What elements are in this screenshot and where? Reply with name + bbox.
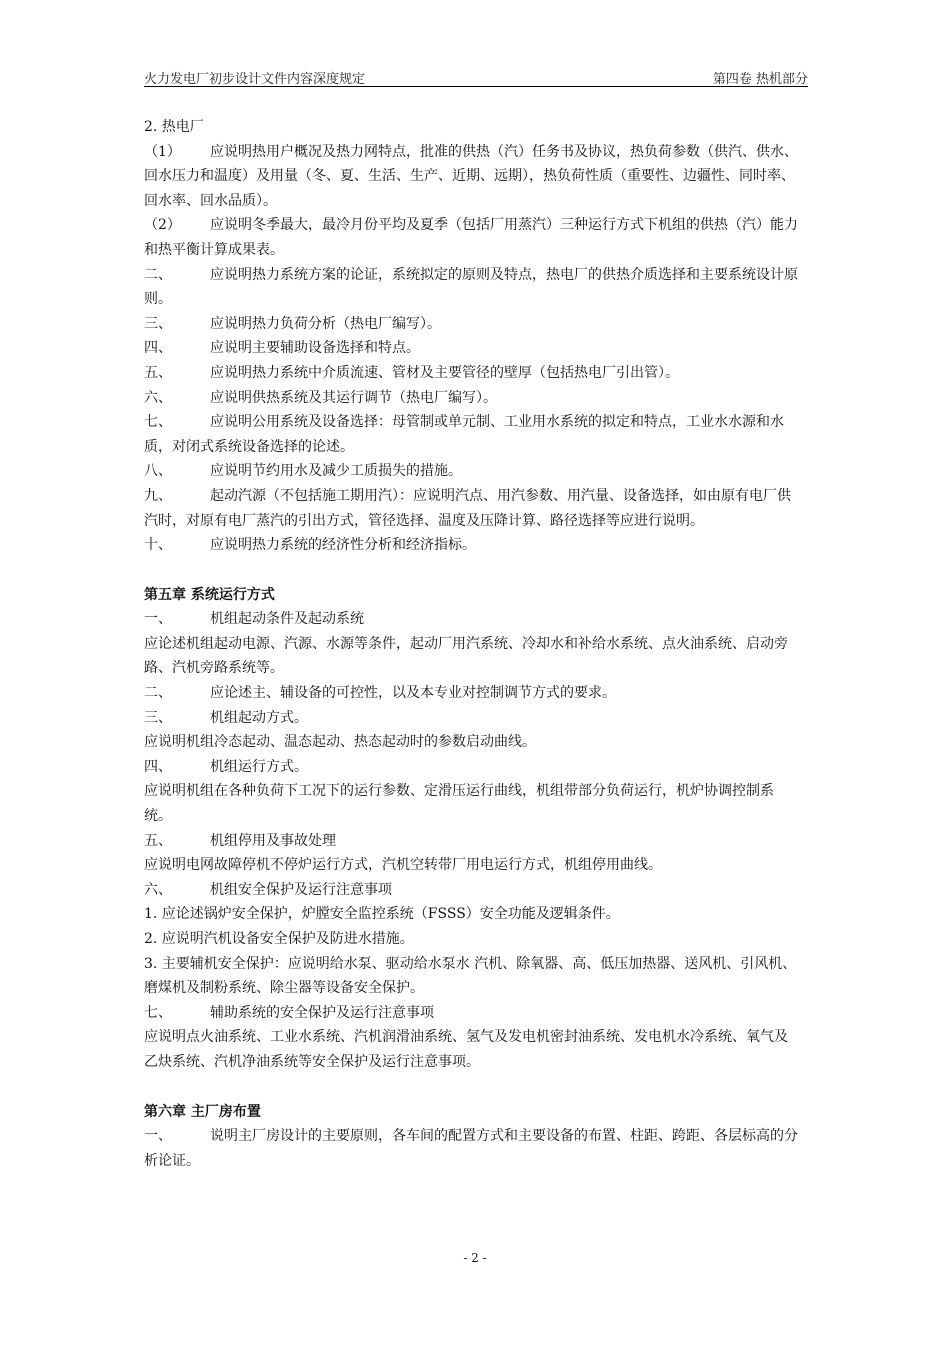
item-number: 二、: [144, 685, 172, 702]
item-number: 一、: [144, 611, 172, 628]
ch5-item-6-sub-2: 2. 应说明汽机设备安全保护及防进水措施。: [144, 931, 414, 947]
item-number: 七、: [144, 1004, 172, 1021]
item-3: [144, 312, 799, 337]
item-number: 三、: [144, 315, 172, 332]
item-7: [144, 410, 799, 459]
item-number: （2）: [144, 217, 181, 234]
item-text: 应说明热力负荷分析（热电厂编写）。: [210, 315, 441, 332]
ch5-item-7: [144, 1001, 799, 1026]
item-text: 应说明主要辅助设备选择和特点。: [210, 340, 420, 357]
item-number: 八、: [144, 463, 172, 480]
item-text: 起动汽源（不包括施工期用汽）：应说明汽点、用汽参数、用汽量、设备选择，如由原有电厂供汽时，对原有电厂蒸汽的引出方式，管径选择、温度及压降计算、路径选择等应进行说明。: [144, 487, 791, 529]
header-volume-title: 第四卷 热机部分: [712, 72, 808, 87]
ch5-item-4-body: 应说明机组在各种负荷下工况下的运行参数、定滑压运行曲线，机组带部分负荷运行，机炉协调控制系统。: [144, 783, 774, 825]
item-text: 机组停用及事故处理: [210, 832, 336, 849]
item-number: 四、: [144, 340, 172, 357]
ch5-item-6: [144, 878, 799, 903]
item-number: 四、: [144, 758, 172, 775]
ch5-item-6-sub-3: 3. 主要辅机安全保护：应说明给水泵、驱动给水泵水 汽机、除氧器、高、低压加热器、送风机、引风机、磨煤机及制粉系统、除尘器等设备安全保护。: [144, 955, 797, 997]
paragraph-2: [144, 213, 799, 262]
item-text: 说明主厂房设计的主要原则，各车间的配置方式和主要设备的布置、柱距、跨距、各层标高的分析论证。: [144, 1128, 798, 1169]
item-text: 辅助系统的安全保护及运行注意事项: [210, 1004, 434, 1021]
ch5-item-3-body: 应说明机组冷态起动、温态起动、热态起动时的参数启动曲线。: [144, 734, 536, 751]
ch5-item-5: [144, 829, 799, 854]
item-2: [144, 263, 799, 312]
item-number: 一、: [144, 1128, 172, 1145]
item-text: 应说明热用户概况及热力网特点，批准的供热（汽）任务书及协议，热负荷参数（供汽、供水、回水压力和温度）及用量（冬、夏、生活、生产、近期、远期），热负荷性质（重要性、边疆性、同时率、回水率、回水品质）。: [144, 143, 798, 209]
item-text: 机组安全保护及运行注意事项: [210, 881, 392, 898]
chapter-5-title: 第五章 系统运行方式: [144, 586, 275, 603]
item-text: 应论述主、辅设备的可控性，以及本专业对控制调节方式的要求。: [210, 685, 616, 702]
item-text: 机组起动方式。: [210, 709, 308, 726]
item-text: 应说明冬季最大，最冷月份平均及夏季（包括厂用蒸汽）三种运行方式下机组的供热（汽）能力和热平衡计算成果表。: [144, 217, 798, 258]
item-text: 应说明热力系统中介质流速、管材及主要管径的壁厚（包括热电厂引出管）。: [210, 364, 679, 381]
item-text: 应说明节约用水及减少工质损失的措施。: [210, 463, 462, 480]
item-number: 二、: [144, 266, 172, 283]
page-content: [144, 115, 799, 1173]
page-header: [144, 66, 808, 87]
ch5-item-5-body: 应说明电网故障停机不停炉运行方式，汽机空转带厂用电运行方式，机组停用曲线。: [144, 857, 662, 874]
ch6-item-1: [144, 1124, 799, 1173]
item-number: 六、: [144, 881, 172, 898]
item-number: 五、: [144, 832, 172, 849]
item-number: 十、: [144, 537, 172, 554]
ch5-item-2: [144, 681, 799, 706]
item-9: [144, 484, 799, 533]
item-5: [144, 361, 799, 386]
header-document-title: 火力发电厂初步设计文件内容深度规定: [144, 72, 366, 87]
ch5-item-3: [144, 706, 799, 731]
item-4: [144, 336, 799, 361]
ch5-item-1-body: 应论述机组起动电源、汽源、水源等条件，起动厂用汽系统、冷却水和补给水系统、点火油系统、启动旁路、汽机旁路系统等。: [144, 635, 788, 677]
section-title-cogeneration: 2. 热电厂: [144, 119, 204, 135]
item-10: [144, 533, 799, 558]
item-8: [144, 459, 799, 484]
item-text: 应说明供热系统及其运行调节（热电厂编写）。: [210, 389, 497, 406]
paragraph-1: [144, 140, 799, 214]
item-text: 机组起动条件及起动系统: [210, 611, 364, 628]
item-6: [144, 386, 799, 411]
item-text: 应说明公用系统及设备选择：母管制或单元制、工业用水系统的拟定和特点，工业水水源和水质，对闭式系统设备选择的论述。: [144, 414, 784, 455]
item-text: 机组运行方式。: [210, 758, 308, 775]
ch5-item-6-sub-1: 1. 应论述锅炉安全保护，炉膛安全监控系统（FSSS）安全功能及逻辑条件。: [144, 906, 620, 923]
chapter-6-title: 第六章 主厂房布置: [144, 1103, 261, 1120]
item-text: 应说明热力系统方案的论证，系统拟定的原则及特点，热电厂的供热介质选择和主要系统设计原则。: [144, 266, 798, 308]
page-number: - 2 -: [463, 1251, 487, 1265]
ch5-item-4: [144, 755, 799, 780]
item-number: 七、: [144, 414, 172, 431]
item-number: （1）: [144, 143, 181, 160]
item-number: 三、: [144, 709, 172, 726]
item-text: 应说明热力系统的经济性分析和经济指标。: [210, 537, 476, 554]
item-number: 五、: [144, 364, 172, 381]
ch5-item-7-body: 应说明点火油系统、工业水系统、汽机润滑油系统、氢气及发电机密封油系统、发电机水冷系统、氧气及乙炔系统、汽机净油系统等安全保护及运行注意事项。: [144, 1029, 788, 1070]
ch5-item-1: [144, 607, 799, 632]
item-number: 六、: [144, 389, 172, 406]
item-number: 九、: [144, 487, 172, 504]
